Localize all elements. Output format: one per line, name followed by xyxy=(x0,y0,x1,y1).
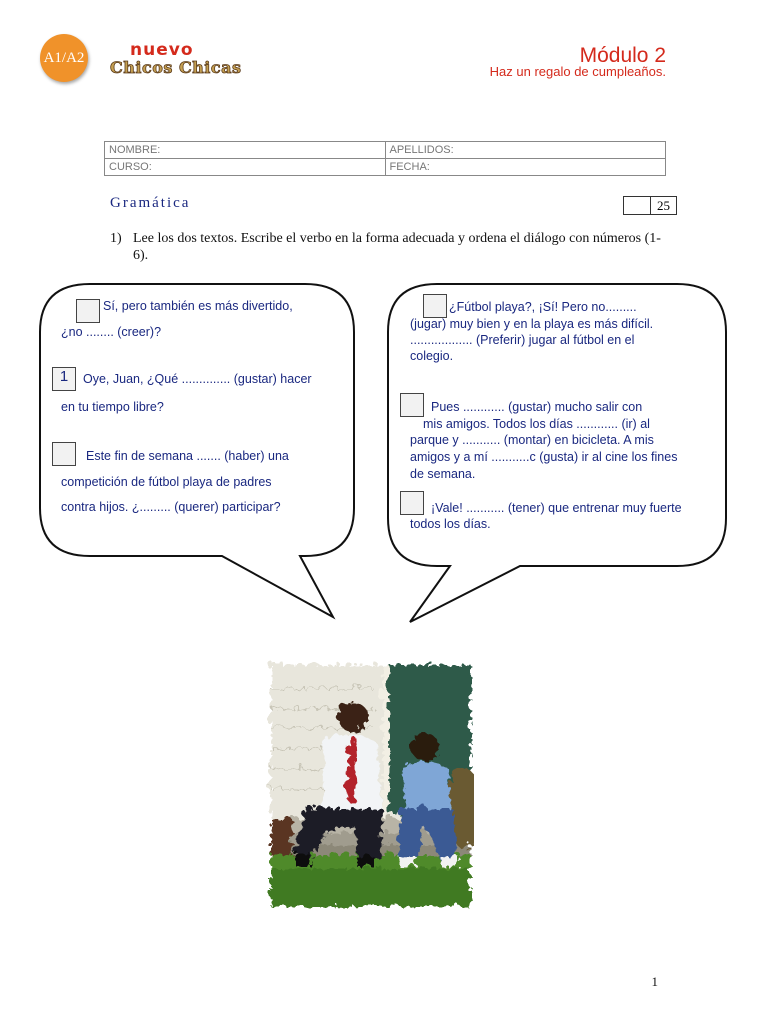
order-box-right-3[interactable] xyxy=(400,491,424,515)
fecha-field[interactable]: FECHA: xyxy=(385,159,666,176)
right-item-1-line-2: (jugar) muy bien y en la playa es más difícil. xyxy=(410,317,654,331)
order-box-left-1[interactable] xyxy=(76,299,100,323)
order-box-value: 1 xyxy=(59,368,69,385)
order-box-left-2[interactable] xyxy=(52,367,76,391)
nombre-field[interactable]: NOMBRE: xyxy=(105,142,386,159)
right-item-3-line-2: todos los días. xyxy=(410,517,491,531)
apellidos-field[interactable]: APELLIDOS: xyxy=(385,142,666,159)
section-title: Gramática xyxy=(110,195,191,211)
curso-field[interactable]: CURSO: xyxy=(105,159,386,176)
right-item-2-line-1: Pues ............ (gustar) mucho salir con xyxy=(431,400,643,414)
left-item-3-line-1: Este fin de semana ....... (haber) una xyxy=(86,449,289,463)
order-box-left-3[interactable] xyxy=(52,442,76,466)
module-title: Módulo 2 xyxy=(579,44,666,67)
right-item-1-line-1: ¿Fútbol playa?, ¡Sí! Pero no......... xyxy=(449,300,637,314)
right-item-2-line-4: amigos y a mí ...........c (gusta) ir al cine los fines xyxy=(410,450,678,464)
left-item-3-line-2: competición de fútbol playa de padres xyxy=(61,475,272,489)
score-max: 25 xyxy=(657,198,670,213)
level-badge: A1/A2 xyxy=(40,34,88,82)
father-son-photo xyxy=(262,656,474,910)
left-item-1-line-1: Sí, pero también es más divertido, xyxy=(103,299,293,313)
left-item-2-line-2: en tu tiempo libre? xyxy=(61,400,164,414)
left-item-2-line-1: Oye, Juan, ¿Qué .............. (gustar) hacer xyxy=(83,372,312,386)
exercise-number: 1) xyxy=(110,231,122,246)
right-item-2-line-3: parque y ........... (montar) en bicicleta. A mis xyxy=(410,433,654,447)
right-item-3-line-1: ¡Vale! ........... (tener) que entrenar muy fuerte xyxy=(431,501,682,515)
left-item-1-line-2: ¿no ........ (creer)? xyxy=(61,325,162,339)
right-item-1-line-4: colegio. xyxy=(410,349,454,363)
right-item-2-line-2: mis amigos. Todos los días ............ (ir) al xyxy=(423,417,650,431)
module-subtitle: Haz un regalo de cumpleaños. xyxy=(489,64,666,79)
left-item-3-line-3: contra hijos. ¿......... (querer) participar? xyxy=(61,500,281,514)
logo-line-1: nuevo xyxy=(130,40,194,60)
logo-line-2: Chicos Chicas xyxy=(110,58,242,77)
right-item-1-line-3: .................. (Preferir) jugar al fútbol en el xyxy=(410,333,635,347)
right-item-2-line-5: de semana. xyxy=(410,467,476,481)
order-box-right-1[interactable] xyxy=(423,294,447,318)
page-number: 1 xyxy=(651,974,658,989)
exercise-text: Lee los dos textos. Escribe el verbo en la forma adecuada y ordena el diálogo con números (1-6). xyxy=(133,231,661,263)
order-box-right-2[interactable] xyxy=(400,393,424,417)
